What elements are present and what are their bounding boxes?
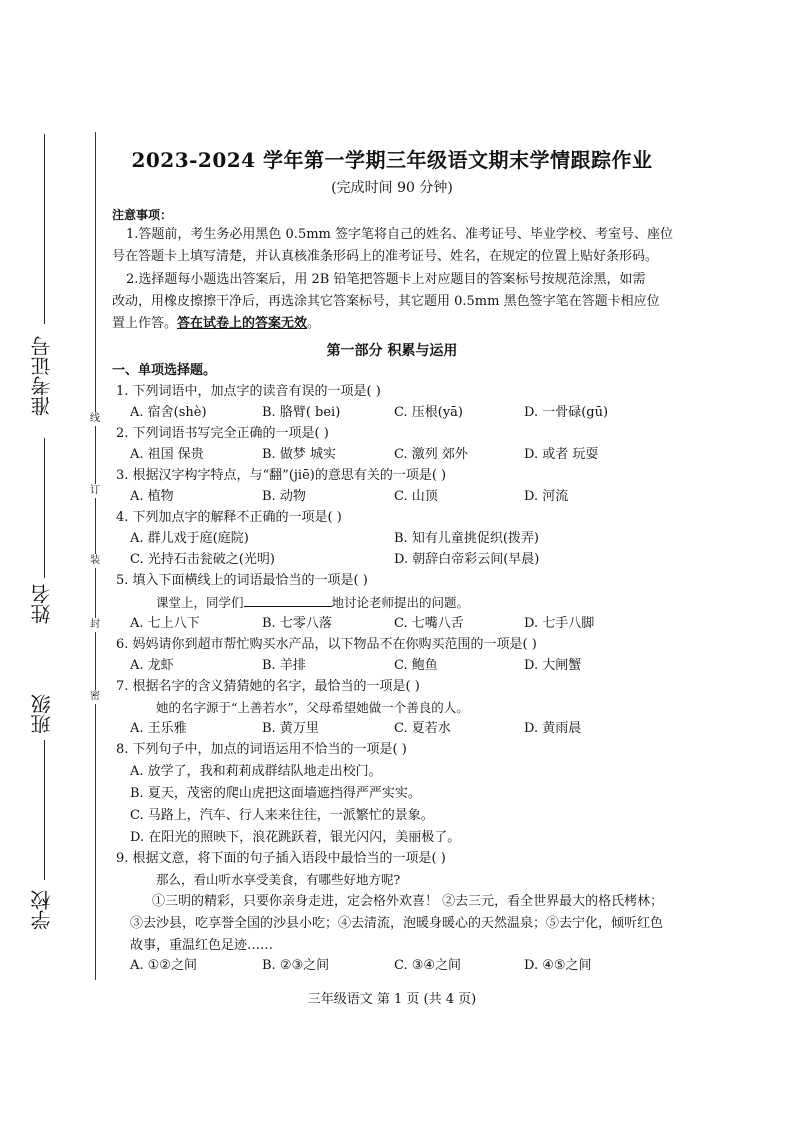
page-footer: 三年级语文 第 1 页 (共 4 页) <box>307 992 477 1007</box>
binding-char-xian: 线 <box>84 412 106 426</box>
q5-option-d[interactable]: D. 七手八脚 <box>524 616 595 631</box>
q8-option-a[interactable]: A. 放学了，我和莉莉成群结队地走出校门。 <box>130 764 382 779</box>
notice-heading: 注意事项： <box>112 208 173 222</box>
q1-option-c[interactable]: C. 压根(yā) <box>394 405 463 420</box>
q1-option-a[interactable]: A. 宿舍(shè) <box>130 405 207 420</box>
q5-option-a[interactable]: A. 七上八下 <box>130 616 200 631</box>
q5-option-c[interactable]: C. 七嘴八舌 <box>394 616 464 631</box>
q6-option-a[interactable]: A. 龙虾 <box>130 658 174 673</box>
q8-option-d[interactable]: D. 在阳光的照映下，浪花跳跃着，银光闪闪，美丽极了。 <box>130 830 461 845</box>
q3-option-b[interactable]: B. 动物 <box>262 489 306 504</box>
binding-char-zhuang: 装 <box>84 554 106 568</box>
binding-char-feng: 封 <box>84 618 106 632</box>
q8-option-b[interactable]: B. 夏天，茂密的爬山虎把这面墙遮挡得严严实实。 <box>130 786 421 801</box>
question-7-stem: 7. 根据名字的含义猜猜她的名字，最恰当的一项是( ) <box>116 679 420 694</box>
q3-option-a[interactable]: A. 植物 <box>130 489 174 504</box>
q9-sentence: 那么，看山听水享受美食，有哪些好地方呢? <box>156 872 401 887</box>
name-label: 姓名 <box>30 584 54 624</box>
q4-option-b[interactable]: B. 知有儿童挑促织(拨弄) <box>394 531 539 546</box>
q9-option-a[interactable]: A. ①②之间 <box>130 958 197 973</box>
q3-option-d[interactable]: D. 河流 <box>524 489 569 504</box>
binding-char-mi: 密 <box>84 690 106 704</box>
q9-option-c[interactable]: C. ③④之间 <box>394 958 462 973</box>
q6-option-b[interactable]: B. 羊排 <box>262 658 306 673</box>
notice-warning: 答在试卷上的答案无效 <box>177 316 308 331</box>
q7-option-a[interactable]: A. 王乐雅 <box>130 721 187 736</box>
q1-option-d[interactable]: D. 一骨碌(gū) <box>524 405 609 420</box>
question-2-stem: 2. 下列词语书写完全正确的一项是( ) <box>116 426 329 441</box>
q7-option-c[interactable]: C. 夏若水 <box>394 721 451 736</box>
name-fill-line[interactable] <box>44 438 45 578</box>
section-title: 第一部分 积累与运用 <box>326 343 458 359</box>
q9-paragraph-line1: ①三明的精彩，只要你亲身走进，定会格外欢喜！ ②去三元，看全世界最大的格氏栲林； <box>152 894 664 909</box>
question-3-stem: 3. 根据汉字构字特点，与“翻”(jiē)的意思有关的一项是( ) <box>116 468 447 483</box>
q5-blank[interactable] <box>244 594 332 607</box>
q9-option-b[interactable]: B. ②③之间 <box>262 958 330 973</box>
q9-paragraph-line2: ③去沙县，吃享誉全国的沙县小吃；④去清流，泡暖身暖心的天然温泉；⑤去宁化，倾听红色 <box>130 916 664 931</box>
q9-option-d[interactable]: D. ④⑤之间 <box>524 958 592 973</box>
question-5-stem: 5. 填入下面横线上的词语最恰当的一项是( ) <box>116 573 368 588</box>
q1-option-b[interactable]: B. 胳臂( bei) <box>262 405 341 420</box>
school-label: 学校 <box>30 890 54 930</box>
part-heading: 一、单项选择题。 <box>112 363 217 378</box>
q9-paragraph-line3: 故事，重温红色足迹…… <box>130 938 274 953</box>
q4-option-a[interactable]: A. 群儿戏于庭(庭院) <box>130 531 249 546</box>
question-4-stem: 4. 下列加点字的解释不正确的一项是( ) <box>116 510 342 525</box>
notice-p2-line2: 改动，用橡皮擦擦干净后，再选涂其它答案标号，其它题用 0.5mm 黑色签字笔在答题卡相应位 <box>112 294 660 309</box>
q5-option-b[interactable]: B. 七零八落 <box>262 616 332 631</box>
question-1-stem: 1. 下列词语中，加点字的读音有误的一项是( ) <box>116 384 381 399</box>
class-label: 班级 <box>30 694 54 734</box>
class-fill-line[interactable] <box>44 740 45 880</box>
q7-sentence: 她的名字源于“上善若水”，父母希望她做一个善良的人。 <box>156 700 469 715</box>
q8-option-c[interactable]: C. 马路上，汽车、行人来来往往，一派繁忙的景象。 <box>130 808 434 823</box>
q6-option-c[interactable]: C. 鲍鱼 <box>394 658 438 673</box>
q7-option-b[interactable]: B. 黄万里 <box>262 721 319 736</box>
q7-option-d[interactable]: D. 黄雨晨 <box>524 721 582 736</box>
question-9-stem: 9. 根据文意，将下面的句子插入语段中最恰当的一项是( ) <box>116 851 446 866</box>
q4-option-d[interactable]: D. 朝辞白帝彩云间(早晨) <box>394 552 540 567</box>
binding-char-ding: 订 <box>84 484 106 498</box>
question-6-stem: 6. 妈妈请你到超市帮忙购买水产品，以下物品不在你购买范围的一项是( ) <box>116 637 537 652</box>
q4-option-c[interactable]: C. 光持石击瓮破之(光明) <box>130 552 275 567</box>
exam-no-label: 准考证号 <box>30 336 54 416</box>
notice-p1-line2: 号在答题卡上填写清楚，并认真核准条形码上的准考证号、姓名，在规定的位置上贴好条形码。 <box>112 249 659 264</box>
q3-option-c[interactable]: C. 山顶 <box>394 489 438 504</box>
notice-p2-line3: 置上作答。答在试卷上的答案无效。 <box>112 316 321 331</box>
q6-option-d[interactable]: D. 大闸蟹 <box>524 658 582 673</box>
page-subtitle: (完成时间 90 分钟) <box>331 180 453 196</box>
page-title: 2023-2024 学年第一学期三年级语文期末学情跟踪作业 <box>131 148 653 172</box>
question-8-stem: 8. 下列句子中，加点的词语运用不恰当的一项是( ) <box>116 742 407 757</box>
notice-p1-line1: 1.答题前，考生务必用黑色 0.5mm 签字笔将自己的姓名、准考证号、毕业学校、考室号、座位 <box>126 227 673 242</box>
exam-no-fill-line[interactable] <box>44 134 45 324</box>
q2-option-a[interactable]: A. 祖国 保贵 <box>130 447 204 462</box>
q2-option-d[interactable]: D. 或者 玩耍 <box>524 447 599 462</box>
q2-option-b[interactable]: B. 做梦 城实 <box>262 447 336 462</box>
notice-p2-line1: 2.选择题每小题选出答案后，用 2B 铅笔把答题卡上对应题目的答案标号按规范涂黑，如需 <box>126 272 646 287</box>
q2-option-c[interactable]: C. 激列 郊外 <box>394 447 468 462</box>
q5-sentence: 课堂上，同学们 地讨论老师提出的问题。 <box>156 595 470 610</box>
